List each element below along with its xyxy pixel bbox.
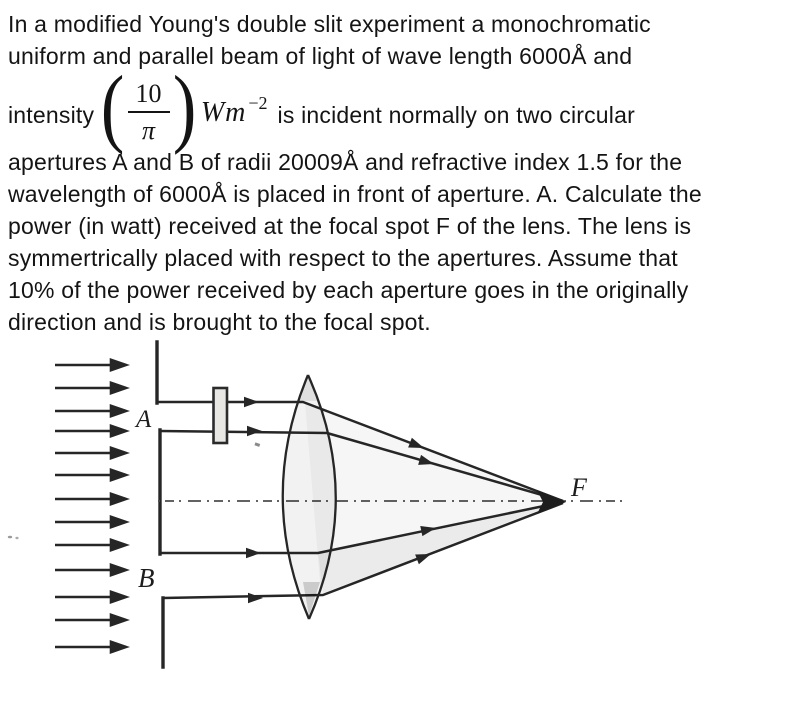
problem-line-6: power (in watt) received at the focal spot F of the lens. The lens is	[8, 213, 692, 239]
glass-plate	[214, 388, 228, 443]
problem-line-3	[8, 58, 635, 158]
math-prefix: intensity	[8, 102, 95, 128]
intensity-unit	[200, 93, 268, 128]
beam-arrow	[55, 517, 126, 527]
beam-arrow	[55, 565, 126, 575]
problem-line-5: wavelength of 6000Å is placed in front of aperture. A. Calculate the	[8, 181, 702, 207]
aperture-a-label: A	[136, 406, 152, 433]
beam-arrow	[55, 540, 126, 550]
aperture-screen	[157, 342, 163, 667]
beam-arrow	[55, 642, 126, 652]
fraction-bar	[128, 111, 170, 113]
incident-beam-arrows	[55, 360, 126, 652]
problem-line-2: uniform and parallel beam of light of wave length 6000Å and	[8, 43, 633, 69]
beam-arrow	[55, 470, 126, 480]
beam-arrow	[55, 383, 126, 393]
scan-artifact	[254, 442, 260, 446]
ray-arrow-head	[246, 548, 261, 558]
beam-arrow	[55, 592, 126, 602]
beam-arrow	[55, 448, 126, 458]
beam-arrow	[55, 406, 126, 416]
scan-artifact	[15, 537, 18, 539]
problem-line-8: 10% of the power received by each aperture goes in the originally	[8, 277, 689, 303]
open-paren: (	[101, 58, 125, 156]
problem-line-7: symmertrically placed with respect to the apertures. Assume that	[8, 245, 678, 271]
focal-point-label: F	[571, 473, 587, 502]
intensity-fraction	[128, 80, 170, 144]
scan-artifact	[8, 536, 12, 539]
unit-base: Wm	[200, 97, 247, 128]
ray-arrow-head	[248, 593, 263, 603]
beam-arrow	[55, 494, 126, 504]
beam-arrow	[55, 360, 126, 370]
optics-diagram	[0, 339, 800, 709]
fraction-denominator: π	[141, 115, 156, 145]
fraction-numerator: 10	[135, 79, 162, 109]
close-paren: )	[172, 58, 196, 156]
math-suffix: is incident normally on two circular	[277, 102, 635, 128]
problem-line-9: direction and is brought to the focal spot.	[8, 309, 431, 335]
ray-arrow-head	[244, 397, 259, 407]
beam-arrow	[55, 615, 126, 625]
problem-line-4: apertures A and B of radii 20009Å and refractive index 1.5 for the	[8, 149, 683, 175]
ray-arrow-head	[247, 426, 262, 436]
beam-arrow	[55, 426, 126, 436]
unit-exponent: −2	[248, 93, 268, 113]
aperture-b-label: B	[138, 563, 155, 593]
problem-line-1: In a modified Young's double slit experiment a monochromatic	[8, 11, 651, 37]
